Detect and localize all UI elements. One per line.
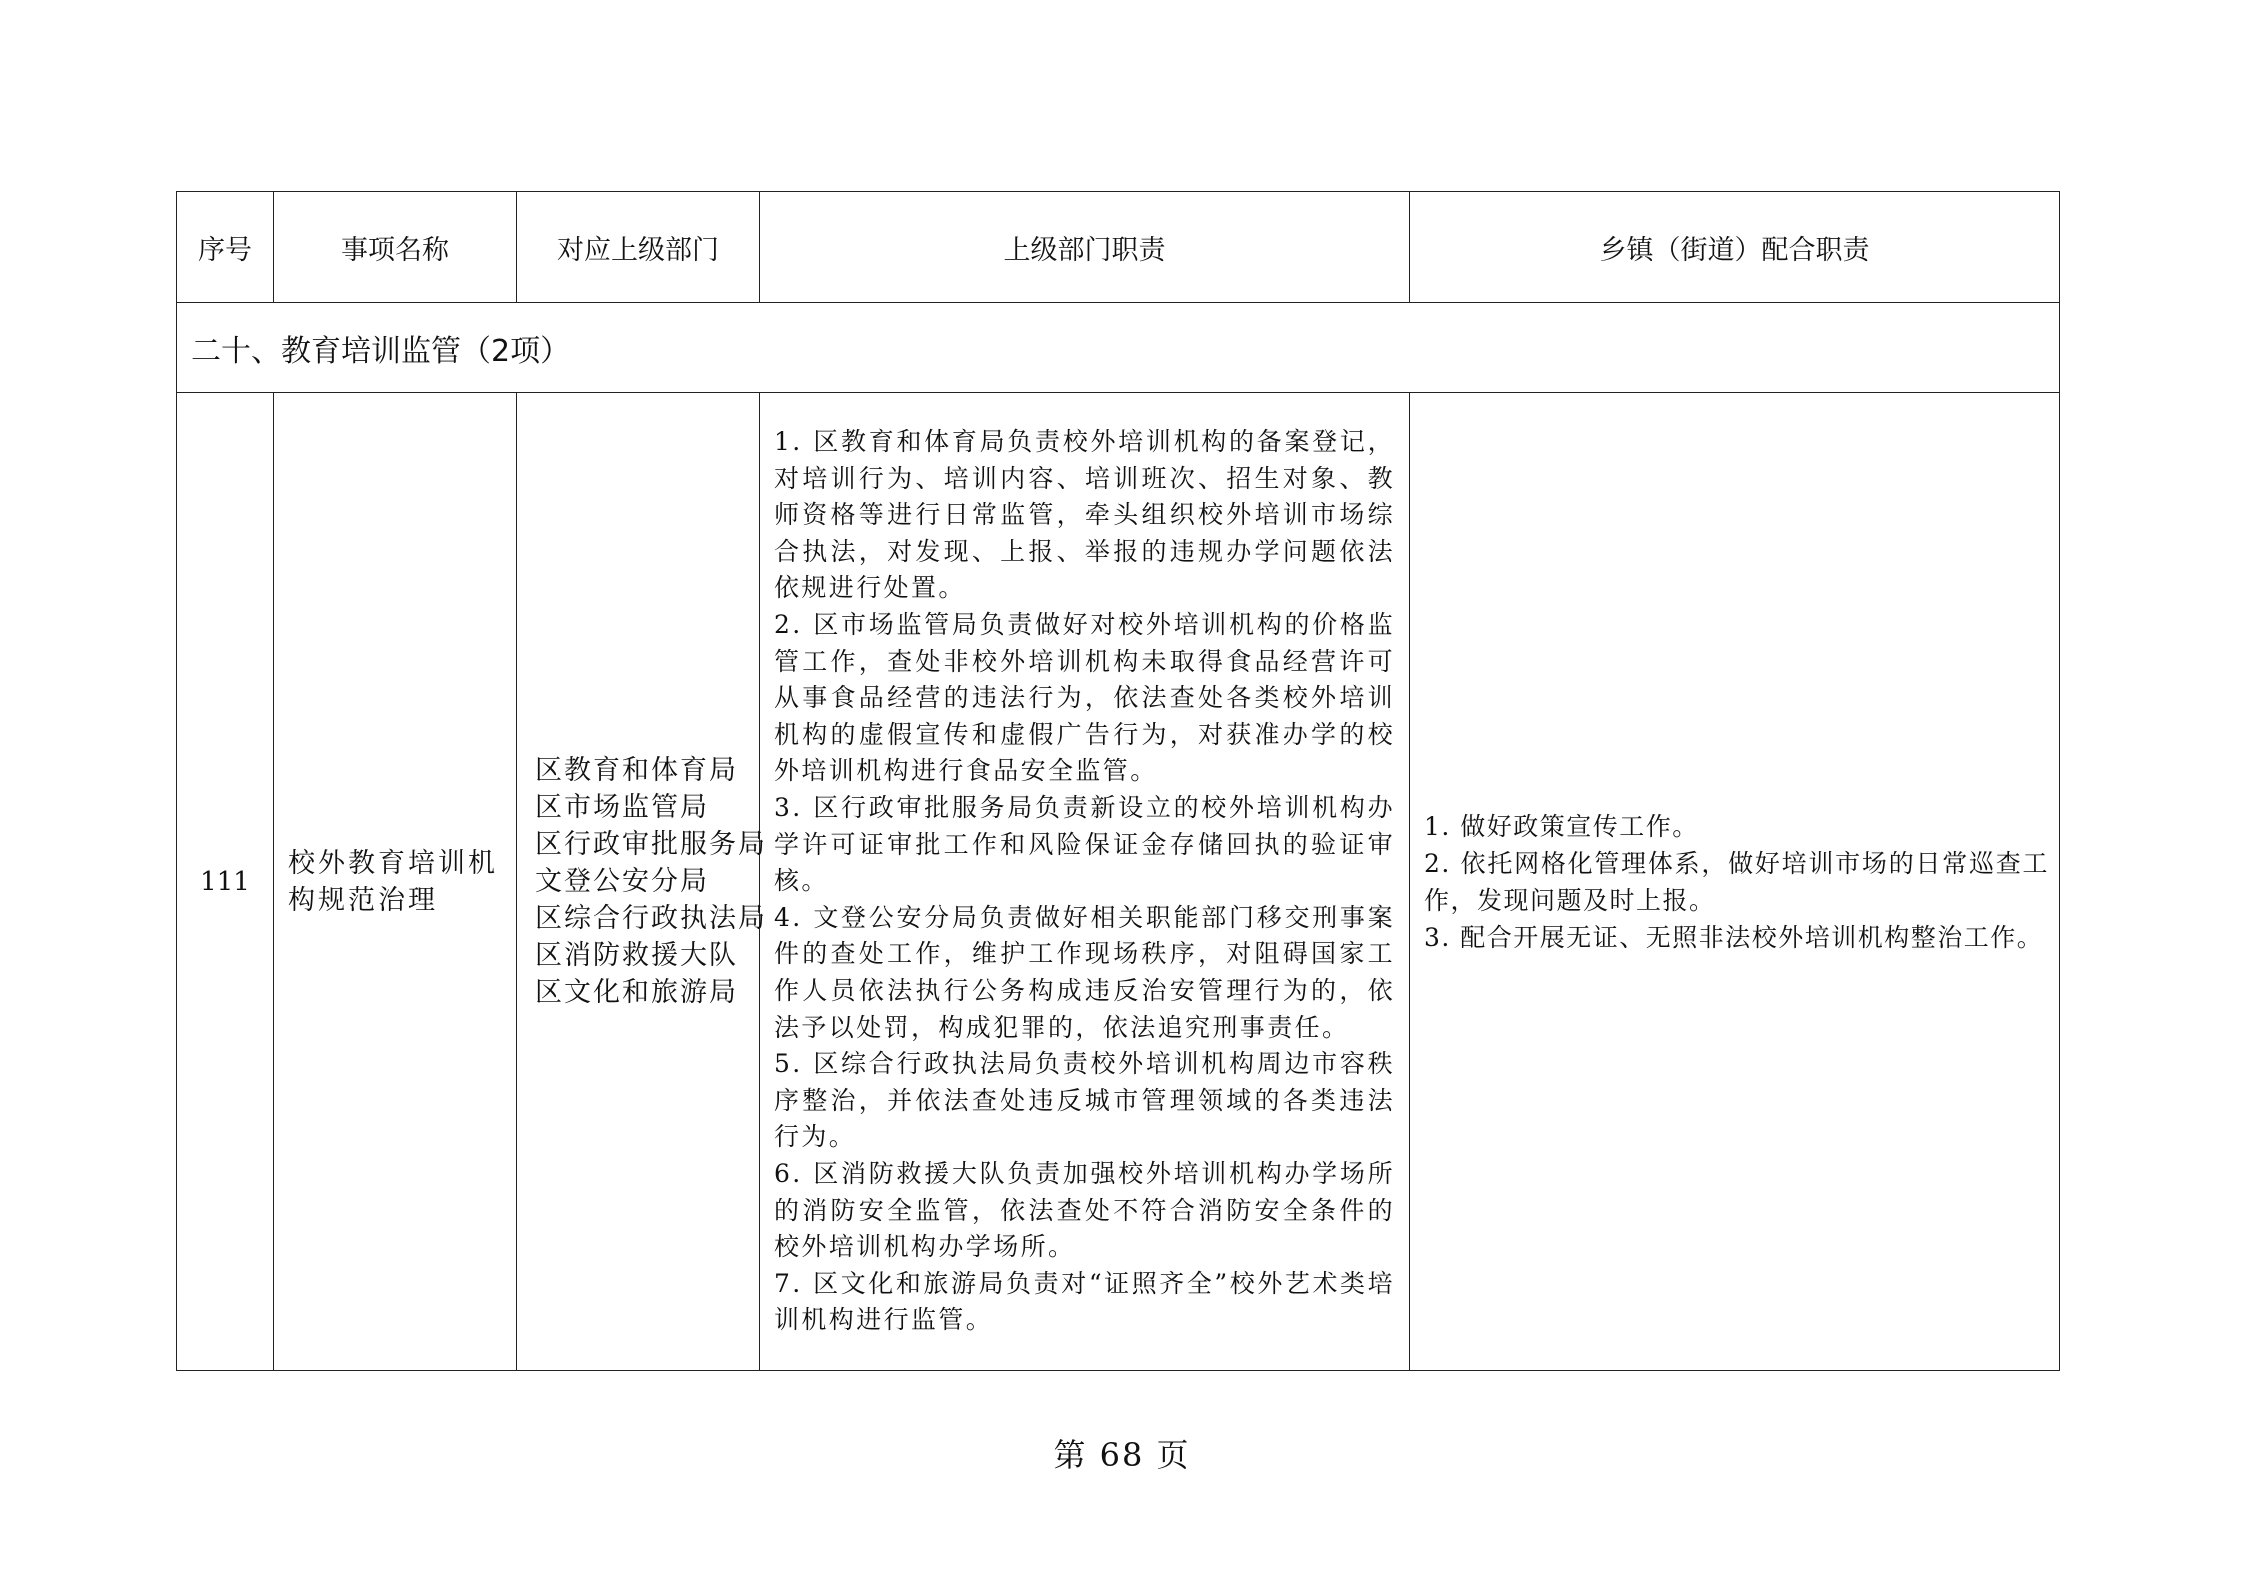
- duty-item: 1. 区教育和体育局负责校外培训机构的备案登记，对培训行为、培训内容、培训班次、招生对象、教师资格等进行日常监管，牵头组织校外培训市场综合执法，对发现、上报、举报的违规办学问题依法依规进行处置。: [774, 427, 1395, 603]
- header-item-name: 事项名称: [274, 192, 517, 303]
- header-upper-duties: 上级部门职责: [760, 192, 1410, 303]
- row-town-cooperation: [1410, 393, 2060, 1371]
- cooperation-item: 3. 配合开展无证、无照非法校外培训机构整治工作。: [1424, 922, 2044, 952]
- table-row: [177, 393, 2060, 1371]
- department-item: 区教育和体育局: [535, 755, 738, 786]
- duty-item: 3. 区行政审批服务局负责新设立的校外培训机构办学许可证审批工作和风险保证金存储回执的验证审核。: [774, 793, 1395, 896]
- department-item: 区消防救援大队: [535, 940, 738, 971]
- department-item: 区行政审批服务局: [535, 829, 767, 860]
- header-seq: 序号: [177, 192, 274, 303]
- department-item: 区市场监管局: [535, 792, 709, 823]
- duty-item: 7. 区文化和旅游局负责对“证照齐全”校外艺术类培训机构进行监管。: [774, 1268, 1395, 1335]
- cooperation-item: 1. 做好政策宣传工作。: [1424, 811, 1699, 841]
- department-item: 区综合行政执法局: [535, 903, 767, 934]
- row-departments: [517, 393, 767, 1371]
- row-seq: 111: [177, 393, 274, 1371]
- section-title: 二十、教育培训监管（2项）: [177, 303, 2060, 393]
- duty-item: 6. 区消防救援大队负责加强校外培训机构办学场所的消防安全监管，依法查处不符合消防安全条件的校外培训机构办学场所。: [774, 1158, 1395, 1262]
- duty-item: 2. 区市场监管局负责做好对校外培训机构的价格监管工作，查处非校外培训机构未取得食品经营许可从事食品经营的违法行为，依法查处各类校外培训机构的虚假宣传和虚假广告行为，对获准办学的校外培训机构进行食品安全监管。: [774, 610, 1395, 786]
- duty-item: 5. 区综合行政执法局负责校外培训机构周边市容秩序整治，并依法查处违反城市管理领域的各类违法行为。: [774, 1049, 1395, 1152]
- table-header-row: [177, 192, 2060, 303]
- header-town-cooperation: 乡镇（街道）配合职责: [1410, 192, 2060, 303]
- page-number: 第 68 页: [1053, 1436, 1191, 1474]
- row-upper-duties: [760, 393, 1410, 1371]
- duty-item: 4. 文登公安分局负责做好相关职能部门移交刑事案件的查处工作，维护工作现场秩序，对阻碍国家工作人员依法执行公务构成违反治安管理行为的，依法予以处罚，构成犯罪的，依法追究刑事责任。: [774, 902, 1395, 1042]
- section-row: [177, 303, 2060, 393]
- department-item: 区文化和旅游局: [535, 977, 738, 1008]
- header-upper-department: 对应上级部门: [517, 192, 760, 303]
- responsibility-table: [176, 191, 2060, 1371]
- cooperation-item: 2. 依托网格化管理体系，做好培训市场的日常巡查工作，发现问题及时上报。: [1424, 848, 2049, 915]
- row-item-name: 校外教育培训机构规范治理: [274, 393, 517, 1371]
- department-item: 文登公安分局: [535, 866, 709, 897]
